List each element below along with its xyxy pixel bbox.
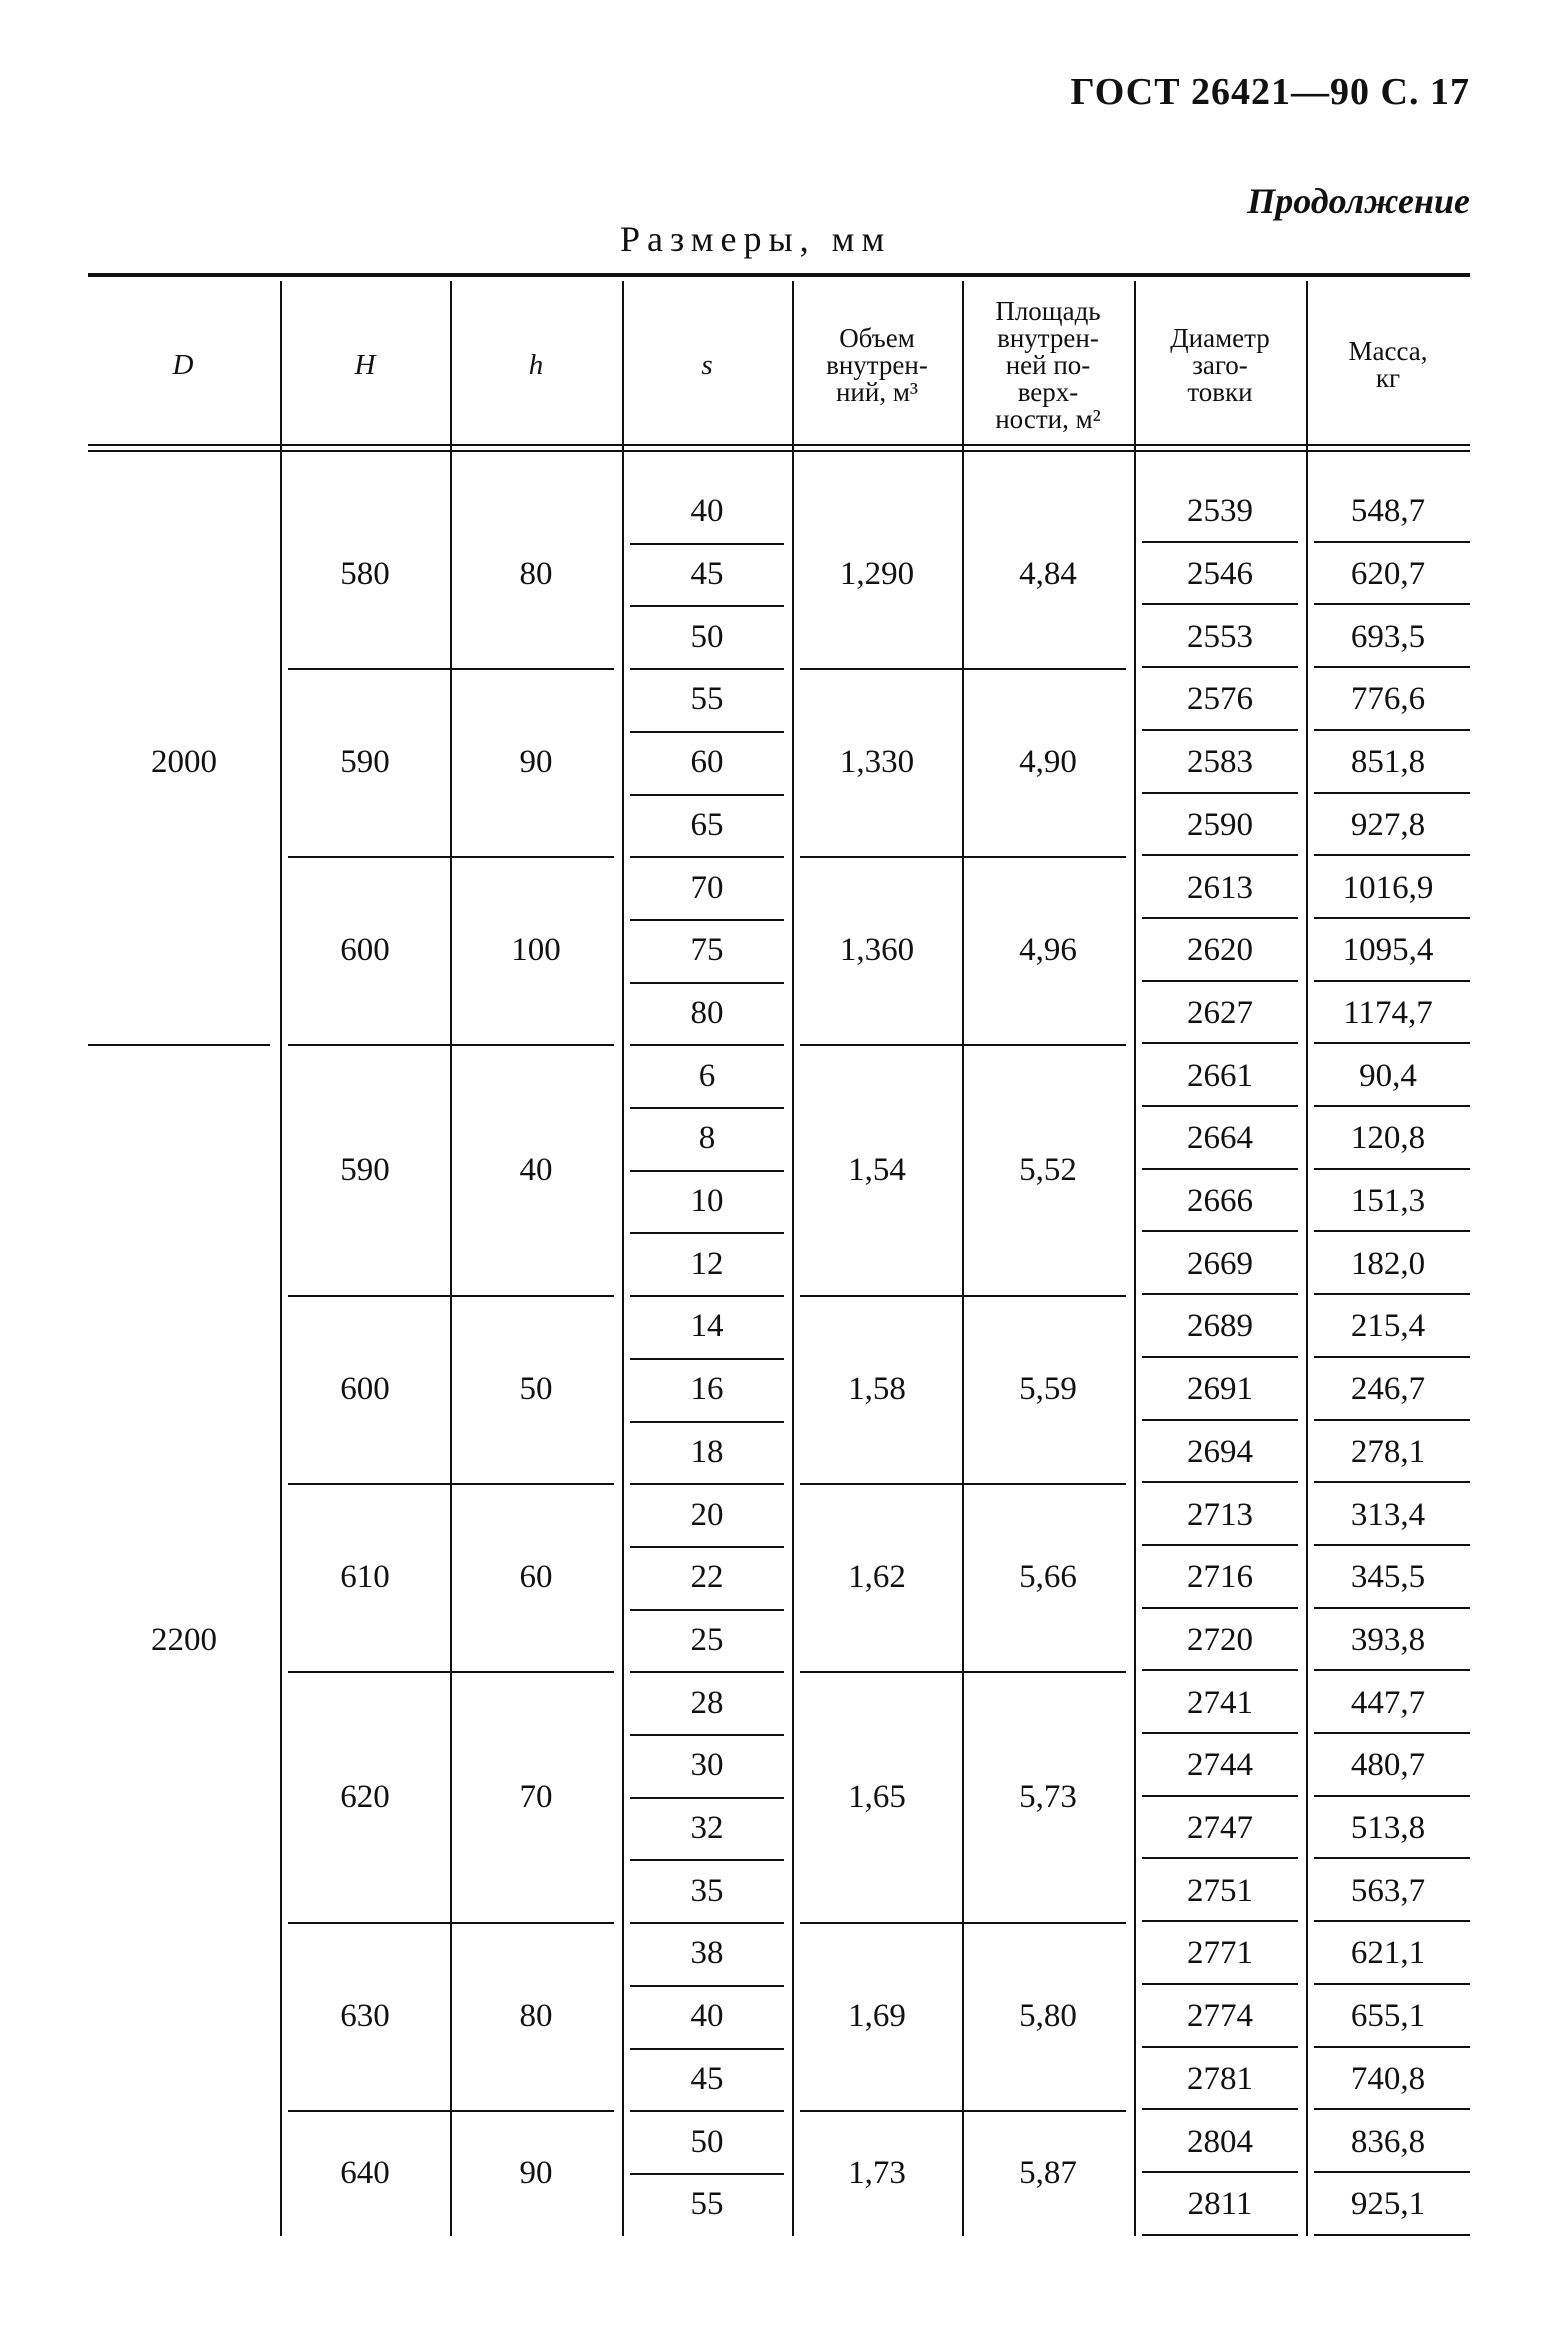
page-header: ГОСТ 26421—90 С. 17 <box>1070 71 1470 113</box>
row-rule-volume <box>800 1922 1126 1924</box>
col-header-h: h <box>528 348 544 381</box>
row-rule-H <box>288 668 614 670</box>
row-rule-mass <box>1314 792 1470 794</box>
row-rule-blank <box>1142 1042 1298 1044</box>
cell-h: 90 <box>519 2154 553 2191</box>
cell-h: 90 <box>519 744 553 781</box>
row-rule-blank <box>1142 2108 1298 2110</box>
cell-H: 610 <box>340 1559 390 1596</box>
cell-h: 40 <box>519 1151 553 1188</box>
row-rule-mass <box>1314 1356 1470 1358</box>
cell-mass: 151,3 <box>1350 1183 1426 1220</box>
col-header-volume: Объем внутрен- ний, м³ <box>826 322 928 407</box>
row-rule-blank <box>1142 1230 1298 1232</box>
cell-H: 600 <box>340 932 390 969</box>
row-rule-s <box>630 1609 784 1611</box>
cell-blank-diameter: 2804 <box>1187 2123 1253 2160</box>
row-rule-mass <box>1314 917 1470 919</box>
cell-s: 28 <box>690 1684 724 1721</box>
cell-blank-diameter: 2771 <box>1187 1935 1253 1972</box>
cell-H: 600 <box>340 1371 390 1408</box>
table-caption: Размеры, мм <box>620 219 892 259</box>
cell-blank-diameter: 2747 <box>1187 1810 1253 1847</box>
row-rule-mass <box>1314 1920 1470 1922</box>
row-rule-s <box>630 2173 784 2175</box>
cell-h: 80 <box>519 1998 553 2035</box>
cell-s: 55 <box>690 681 724 718</box>
cell-blank-diameter: 2661 <box>1187 1057 1253 1094</box>
row-rule-s <box>630 1358 784 1360</box>
cell-s: 65 <box>690 806 724 843</box>
row-rule-H <box>288 856 614 858</box>
cell-mass: 345,5 <box>1350 1559 1426 1596</box>
cell-mass: 1016,9 <box>1342 869 1434 906</box>
row-rule-mass <box>1314 854 1470 856</box>
cell-h: 60 <box>519 1559 553 1596</box>
cell-blank-diameter: 2811 <box>1187 2186 1253 2223</box>
cell-s: 38 <box>690 1935 724 1972</box>
cell-mass: 776,6 <box>1350 681 1426 718</box>
row-rule-s <box>630 543 784 545</box>
cell-mass: 1095,4 <box>1342 932 1434 969</box>
cell-blank-diameter: 2774 <box>1187 1998 1253 2035</box>
cell-h: 70 <box>519 1778 553 1815</box>
row-rule-mass <box>1314 2046 1470 2048</box>
cell-s: 8 <box>698 1120 716 1157</box>
row-rule-s <box>630 1546 784 1548</box>
col-header-D: D <box>172 348 194 381</box>
cell-volume: 1,290 <box>839 556 915 593</box>
row-rule-blank <box>1142 2171 1298 2173</box>
cell-blank-diameter: 2713 <box>1187 1496 1253 1533</box>
cell-s: 45 <box>690 2060 724 2097</box>
cell-mass: 851,8 <box>1350 744 1426 781</box>
cell-blank-diameter: 2553 <box>1187 618 1253 655</box>
cell-volume: 1,65 <box>848 1778 906 1815</box>
cell-h: 100 <box>511 932 561 969</box>
cell-blank-diameter: 2583 <box>1187 744 1253 781</box>
row-rule-blank <box>1142 2046 1298 2048</box>
row-rule-blank <box>1142 917 1298 919</box>
row-rule-mass <box>1314 1042 1470 1044</box>
row-rule-mass <box>1314 1481 1470 1483</box>
cell-blank-diameter: 2613 <box>1187 869 1253 906</box>
continued-label: Продолжение <box>1247 181 1470 221</box>
row-rule-blank <box>1142 1795 1298 1797</box>
row-rule-blank <box>1142 2234 1298 2236</box>
row-rule-s <box>630 919 784 921</box>
row-rule-D <box>88 1044 270 1046</box>
cell-s: 14 <box>690 1308 724 1345</box>
cell-s: 16 <box>690 1371 724 1408</box>
cell-area: 4,96 <box>1019 932 1077 969</box>
cell-s: 22 <box>690 1559 724 1596</box>
cell-blank-diameter: 2539 <box>1187 493 1253 530</box>
cell-blank-diameter: 2744 <box>1187 1747 1253 1784</box>
cell-mass: 740,8 <box>1350 2060 1426 2097</box>
row-rule-s <box>630 731 784 733</box>
row-rule-H <box>288 1671 614 1673</box>
row-rule-s <box>630 1797 784 1799</box>
cell-blank-diameter: 2691 <box>1187 1371 1253 1408</box>
cell-h: 80 <box>519 556 553 593</box>
cell-mass: 836,8 <box>1350 2123 1426 2160</box>
row-rule-blank <box>1142 1732 1298 1734</box>
row-rule-blank <box>1142 1857 1298 1859</box>
cell-h: 50 <box>519 1371 553 1408</box>
cell-area: 5,52 <box>1019 1151 1077 1188</box>
cell-s: 55 <box>690 2186 724 2223</box>
row-rule-H <box>288 1483 614 1485</box>
cell-volume: 1,69 <box>848 1998 906 2035</box>
row-rule-volume <box>800 2110 1126 2112</box>
cell-blank-diameter: 2716 <box>1187 1559 1253 1596</box>
row-rule-mass <box>1314 1105 1470 1107</box>
cell-volume: 1,73 <box>848 2154 906 2191</box>
row-rule-volume <box>800 1483 1126 1485</box>
cell-s: 75 <box>690 932 724 969</box>
row-rule-mass <box>1314 1669 1470 1671</box>
row-rule-mass <box>1314 1983 1470 1985</box>
row-rule-blank <box>1142 1168 1298 1170</box>
row-rule-s <box>630 794 784 796</box>
row-rule-mass <box>1314 1168 1470 1170</box>
row-rule-s <box>630 1671 784 1673</box>
header-rule-1 <box>88 444 1470 446</box>
cell-mass: 246,7 <box>1350 1371 1426 1408</box>
row-rule-blank <box>1142 980 1298 982</box>
row-rule-s <box>630 668 784 670</box>
cell-blank-diameter: 2666 <box>1187 1183 1253 1220</box>
cell-mass: 621,1 <box>1350 1935 1426 1972</box>
cell-s: 10 <box>690 1183 724 1220</box>
row-rule-s <box>630 2048 784 2050</box>
row-rule-mass <box>1314 1857 1470 1859</box>
cell-mass: 120,8 <box>1350 1120 1426 1157</box>
cell-s: 60 <box>690 744 724 781</box>
cell-s: 70 <box>690 869 724 906</box>
cell-blank-diameter: 2751 <box>1187 1872 1253 1909</box>
col-header-area: Площадь внутрен- ней по- верх- ности, м² <box>995 295 1101 434</box>
cell-mass: 925,1 <box>1350 2186 1426 2223</box>
row-rule-s <box>630 1232 784 1234</box>
cell-area: 5,87 <box>1019 2154 1077 2191</box>
cell-D: 2200 <box>151 1621 217 1658</box>
row-rule-s <box>630 1295 784 1297</box>
row-rule-mass <box>1314 1732 1470 1734</box>
cell-area: 5,80 <box>1019 1998 1077 2035</box>
cell-blank-diameter: 2781 <box>1187 2060 1253 2097</box>
cell-mass: 90,4 <box>1359 1057 1417 1094</box>
cell-mass: 1174,7 <box>1343 994 1433 1031</box>
cell-blank-diameter: 2664 <box>1187 1120 1253 1157</box>
cell-mass: 927,8 <box>1350 806 1426 843</box>
cell-mass: 693,5 <box>1350 618 1426 655</box>
col-header-H: H <box>354 348 376 381</box>
cell-area: 5,73 <box>1019 1778 1077 1815</box>
row-rule-blank <box>1142 1105 1298 1107</box>
cell-blank-diameter: 2741 <box>1187 1684 1253 1721</box>
cell-mass: 215,4 <box>1350 1308 1426 1345</box>
row-rule-volume <box>800 856 1126 858</box>
row-rule-blank <box>1142 603 1298 605</box>
cell-s: 25 <box>690 1621 724 1658</box>
row-rule-mass <box>1314 1795 1470 1797</box>
row-rule-blank <box>1142 1293 1298 1295</box>
row-rule-blank <box>1142 1481 1298 1483</box>
cell-blank-diameter: 2546 <box>1187 556 1253 593</box>
row-rule-s <box>630 2110 784 2112</box>
header-rule-2 <box>88 450 1470 452</box>
cell-mass: 447,7 <box>1350 1684 1426 1721</box>
cell-s: 35 <box>690 1872 724 1909</box>
row-rule-blank <box>1142 1419 1298 1421</box>
cell-D: 2000 <box>151 744 217 781</box>
row-rule-s <box>630 1734 784 1736</box>
cell-s: 50 <box>690 2123 724 2160</box>
row-rule-blank <box>1142 792 1298 794</box>
col-header-mass: Масса, кг <box>1348 336 1428 393</box>
cell-H: 580 <box>340 556 390 593</box>
cell-s: 30 <box>690 1747 724 1784</box>
cell-s: 80 <box>690 994 724 1031</box>
row-rule-H <box>288 1295 614 1297</box>
cell-mass: 313,4 <box>1350 1496 1426 1533</box>
row-rule-s <box>630 1107 784 1109</box>
cell-s: 50 <box>690 618 724 655</box>
cell-mass: 182,0 <box>1350 1245 1426 1282</box>
cell-H: 590 <box>340 744 390 781</box>
row-rule-mass <box>1314 1544 1470 1546</box>
row-rule-mass <box>1314 1293 1470 1295</box>
row-rule-blank <box>1142 1607 1298 1609</box>
cell-mass: 548,7 <box>1350 493 1426 530</box>
cell-area: 4,84 <box>1019 556 1077 593</box>
row-rule-s <box>630 1922 784 1924</box>
cell-blank-diameter: 2669 <box>1187 1245 1253 1282</box>
row-rule-mass <box>1314 980 1470 982</box>
cell-volume: 1,62 <box>848 1559 906 1596</box>
cell-area: 4,90 <box>1019 744 1077 781</box>
row-rule-mass <box>1314 603 1470 605</box>
cell-s: 6 <box>698 1057 716 1094</box>
col-header-blank-diameter: Диаметр заго- товки <box>1170 322 1270 407</box>
row-rule-volume <box>800 1671 1126 1673</box>
row-rule-s <box>630 1421 784 1423</box>
cell-s: 40 <box>690 1998 724 2035</box>
cell-volume: 1,360 <box>839 932 915 969</box>
row-rule-s <box>630 856 784 858</box>
row-rule-mass <box>1314 2234 1470 2236</box>
row-rule-volume <box>800 1044 1126 1046</box>
cell-mass: 563,7 <box>1350 1872 1426 1909</box>
row-rule-mass <box>1314 2171 1470 2173</box>
cell-s: 12 <box>690 1245 724 1282</box>
row-rule-blank <box>1142 1669 1298 1671</box>
cell-H: 620 <box>340 1778 390 1815</box>
cell-blank-diameter: 2590 <box>1187 806 1253 843</box>
cell-s: 18 <box>690 1433 724 1470</box>
row-rule-mass <box>1314 1607 1470 1609</box>
cell-blank-diameter: 2689 <box>1187 1308 1253 1345</box>
cell-volume: 1,54 <box>848 1151 906 1188</box>
row-rule-mass <box>1314 666 1470 668</box>
cell-H: 640 <box>340 2154 390 2191</box>
cell-blank-diameter: 2694 <box>1187 1433 1253 1470</box>
row-rule-blank <box>1142 729 1298 731</box>
cell-blank-diameter: 2627 <box>1187 994 1253 1031</box>
cell-area: 5,59 <box>1019 1371 1077 1408</box>
row-rule-mass <box>1314 2108 1470 2110</box>
cell-mass: 278,1 <box>1350 1433 1426 1470</box>
row-rule-blank <box>1142 1920 1298 1922</box>
cell-H: 630 <box>340 1998 390 2035</box>
row-rule-blank <box>1142 1356 1298 1358</box>
row-rule-mass <box>1314 1230 1470 1232</box>
row-rule-s <box>630 982 784 984</box>
row-rule-blank <box>1142 1983 1298 1985</box>
col-header-s: s <box>701 348 713 381</box>
cell-area: 5,66 <box>1019 1559 1077 1596</box>
row-rule-volume <box>800 1295 1126 1297</box>
row-rule-mass <box>1314 541 1470 543</box>
cell-s: 32 <box>690 1810 724 1847</box>
row-rule-s <box>630 1483 784 1485</box>
row-rule-s <box>630 605 784 607</box>
row-rule-H <box>288 1044 614 1046</box>
row-rule-blank <box>1142 666 1298 668</box>
cell-volume: 1,330 <box>839 744 915 781</box>
cell-blank-diameter: 2620 <box>1187 932 1253 969</box>
row-rule-H <box>288 1922 614 1924</box>
row-rule-s <box>630 1170 784 1172</box>
cell-mass: 513,8 <box>1350 1810 1426 1847</box>
row-rule-blank <box>1142 854 1298 856</box>
cell-mass: 480,7 <box>1350 1747 1426 1784</box>
cell-mass: 620,7 <box>1350 556 1426 593</box>
row-rule-mass <box>1314 729 1470 731</box>
row-rule-mass <box>1314 1419 1470 1421</box>
row-rule-volume <box>800 668 1126 670</box>
cell-s: 45 <box>690 556 724 593</box>
row-rule-H <box>288 2110 614 2112</box>
cell-s: 40 <box>690 493 724 530</box>
cell-s: 20 <box>690 1496 724 1533</box>
table-top-rule <box>88 273 1470 277</box>
row-rule-blank <box>1142 541 1298 543</box>
row-rule-s <box>630 1859 784 1861</box>
row-rule-blank <box>1142 1544 1298 1546</box>
cell-blank-diameter: 2720 <box>1187 1621 1253 1658</box>
cell-H: 590 <box>340 1151 390 1188</box>
row-rule-s <box>630 1044 784 1046</box>
cell-mass: 393,8 <box>1350 1621 1426 1658</box>
cell-volume: 1,58 <box>848 1371 906 1408</box>
row-rule-s <box>630 1985 784 1987</box>
cell-mass: 655,1 <box>1350 1998 1426 2035</box>
cell-blank-diameter: 2576 <box>1187 681 1253 718</box>
